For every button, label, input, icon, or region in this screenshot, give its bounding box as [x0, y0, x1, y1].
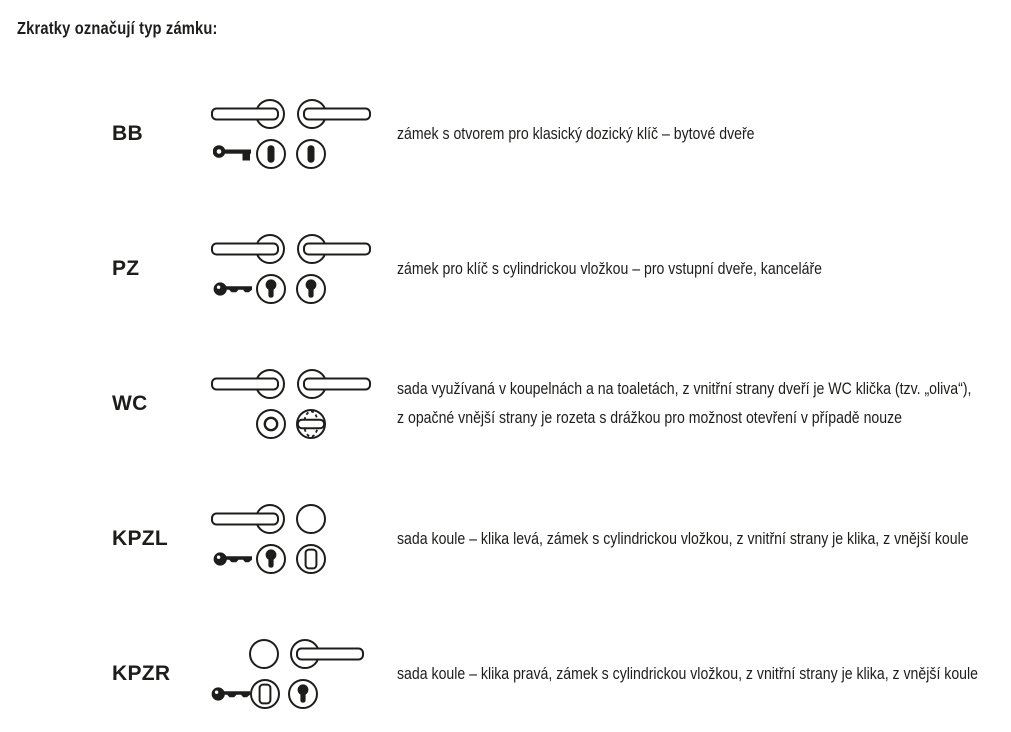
- lever-handle-right-icon: [297, 98, 371, 130]
- page-title: Zkratky označují typ zámku:: [17, 18, 218, 38]
- pz-cylinder-keyhole-rosette-icon: [255, 273, 287, 305]
- lock-icon-group: [211, 233, 386, 305]
- lever-handle-right-icon: [290, 638, 364, 670]
- blind-rosette-icon: [249, 678, 281, 710]
- classic-bit-key-icon: [213, 142, 253, 166]
- lock-icon-group: [211, 368, 386, 440]
- cylinder-key-icon: [213, 547, 253, 571]
- wc-slot-rosette-icon: [255, 408, 287, 440]
- wc-oliva-knob-icon: [295, 408, 327, 440]
- lock-description: [397, 368, 996, 440]
- lever-handle-left-icon: [211, 368, 285, 400]
- cylinder-key-icon: [213, 277, 253, 301]
- lock-type-row-kpzr: [0, 638, 1011, 710]
- pz-cylinder-keyhole-rosette-icon: [295, 273, 327, 305]
- lever-handle-left-icon: [211, 233, 285, 265]
- lever-handle-right-icon: [297, 368, 371, 400]
- lock-code: KPZL: [112, 527, 169, 550]
- lock-code: WC: [112, 392, 148, 415]
- lever-handle-left-icon: [211, 98, 285, 130]
- description-line: z opačné vnější strany je rozeta s drážkou pro možnost otevření v případě nouze: [397, 409, 903, 427]
- pz-cylinder-keyhole-rosette-icon: [287, 678, 319, 710]
- lock-icon-group: [211, 98, 386, 170]
- lock-code: KPZR: [112, 662, 171, 685]
- cylinder-key-icon: [211, 682, 251, 706]
- description-line: sada využívaná v koupelnách a na toaletách, z vnitřní strany dveří je WC klička (tzv. „oliva“),: [397, 380, 972, 398]
- lock-icon-group: [211, 638, 386, 710]
- lock-type-row-kpzl: [0, 503, 1011, 575]
- description-line: sada koule – klika pravá, zámek s cylindrickou vložkou, z vnitřní strany je klika, z vnější koule: [397, 664, 979, 683]
- lock-type-row-bb: [0, 98, 1011, 170]
- lock-code: PZ: [112, 257, 140, 280]
- description-line: sada koule – klika levá, zámek s cylindrickou vložkou, z vnitřní strany je klika, z vnější koule: [397, 529, 969, 548]
- lock-icon-group: [211, 503, 386, 575]
- bb-keyhole-rosette-icon: [295, 138, 327, 170]
- lock-type-row-wc: [0, 368, 1011, 440]
- lever-handle-left-icon: [211, 503, 285, 535]
- lock-description: [397, 503, 996, 575]
- description-line: zámek pro klíč s cylindrickou vložkou – pro vstupní dveře, kanceláře: [397, 259, 822, 278]
- lock-code: BB: [112, 122, 143, 145]
- lever-handle-right-icon: [297, 233, 371, 265]
- lock-description: [397, 98, 996, 170]
- bb-keyhole-rosette-icon: [255, 138, 287, 170]
- ball-knob-icon: [295, 503, 327, 535]
- lock-description: [397, 638, 996, 710]
- ball-knob-icon: [248, 638, 280, 670]
- blind-rosette-icon: [295, 543, 327, 575]
- pz-cylinder-keyhole-rosette-icon: [255, 543, 287, 575]
- description-line: zámek s otvorem pro klasický dozický klíč – bytové dveře: [397, 124, 755, 143]
- lock-type-row-pz: [0, 233, 1011, 305]
- lock-description: [397, 233, 996, 305]
